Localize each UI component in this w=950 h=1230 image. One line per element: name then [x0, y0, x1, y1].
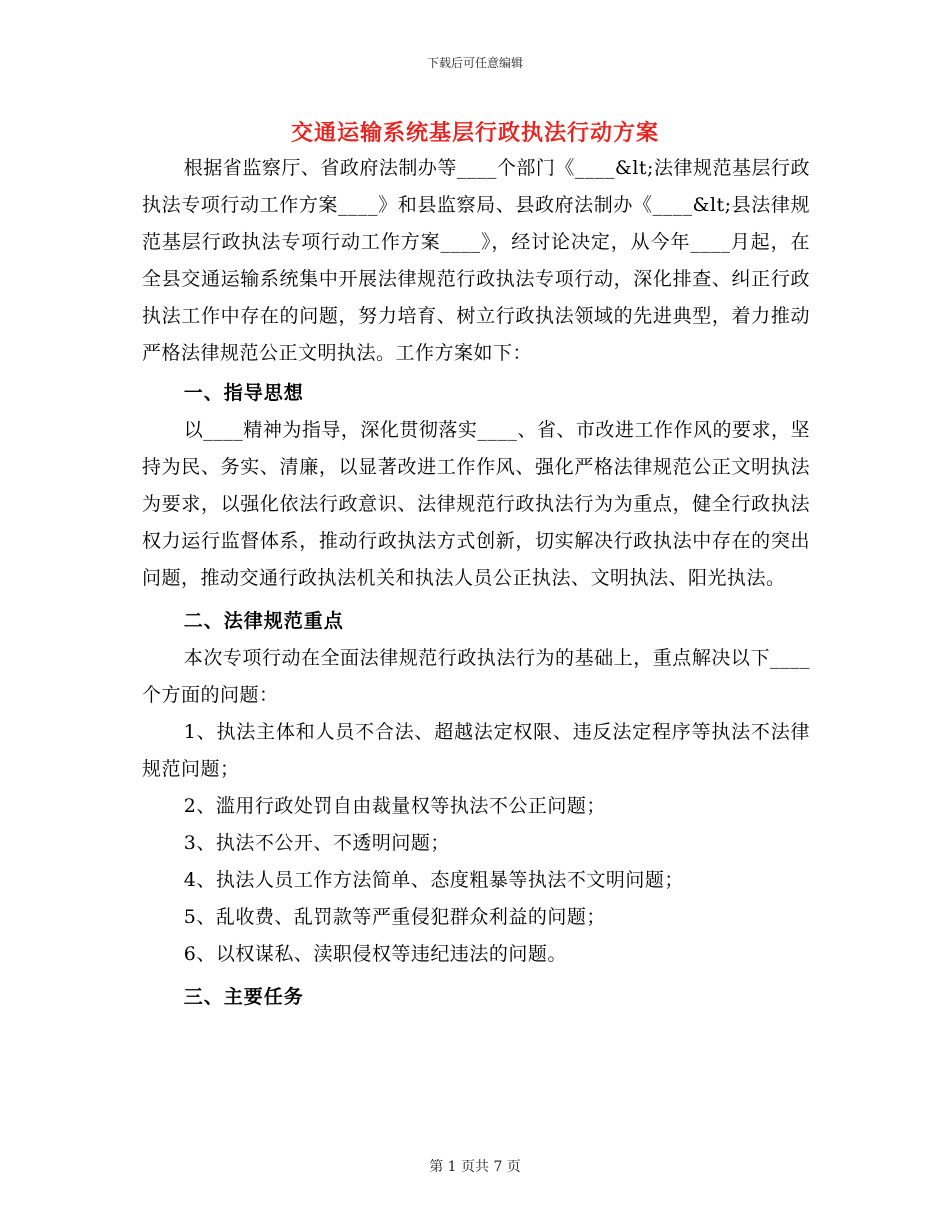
- section-paragraph: 本次专项行动在全面法律规范行政执法行为的基础上，重点解决以下____个方面的问题：: [142, 647, 810, 706]
- section-heading-key-points: 二、法律规范重点: [183, 610, 344, 632]
- list-item: 5、乱收费、乱罚款等严重侵犯群众利益的问题；: [183, 906, 606, 928]
- section-heading-guiding-ideology: 一、指导思想: [183, 382, 304, 404]
- section-heading-main-tasks: 三、主要任务: [183, 986, 304, 1008]
- list-item: 4、执法人员工作方法简单、态度粗暴等执法不文明问题；: [183, 869, 684, 891]
- list-item: 1、执法主体和人员不合法、超越法定权限、违反法定程序等执法不法律规范问题；: [142, 721, 810, 780]
- header-note: 下载后可任意编辑: [426, 56, 523, 70]
- list-item: 3、执法不公开、不透明问题；: [183, 832, 450, 854]
- page-footer: 第 1 页共 7 页: [429, 1159, 521, 1175]
- document-body: [142, 150, 810, 1016]
- document-title: 交通运输系统基层行政执法行动方案: [290, 120, 659, 146]
- list-item: 6、以权谋私、渎职侵权等违纪违法的问题。: [183, 943, 567, 965]
- intro-paragraph: 根据省监察厅、省政府法制办等____个部门《____&lt;法律规范基层行政执法专项行动工作方案____》和县监察局、县政府法制办《____&lt;县法律规范基层行政执法专项行动工作方案____》，经讨论决定，从今年____月起，在全县交通运输系统集中开展法律规范行政执法专项行动，深化排查、纠正行政执法工作中存在的问题，努力培育、树立行政执法领域的先进典型，着力推动严格法律规范公正文明执法。工作方案如下：: [142, 157, 810, 364]
- section-paragraph: 以____精神为指导，深化贯彻落实____、省、市改进工作作风的要求，坚持为民、务实、清廉，以显著改进工作作风、强化严格法律规范公正文明执法为要求，以强化依法行政意识、法律规范行政执法行为为重点，健全行政执法权力运行监督体系，推动行政执法方式创新，切实解决行政执法中存在的突出问题，推动交通行政执法机关和执法人员公正执法、文明执法、阳光执法。: [142, 419, 810, 589]
- list-item: 2、滥用行政处罚自由裁量权等执法不公正问题；: [183, 795, 606, 817]
